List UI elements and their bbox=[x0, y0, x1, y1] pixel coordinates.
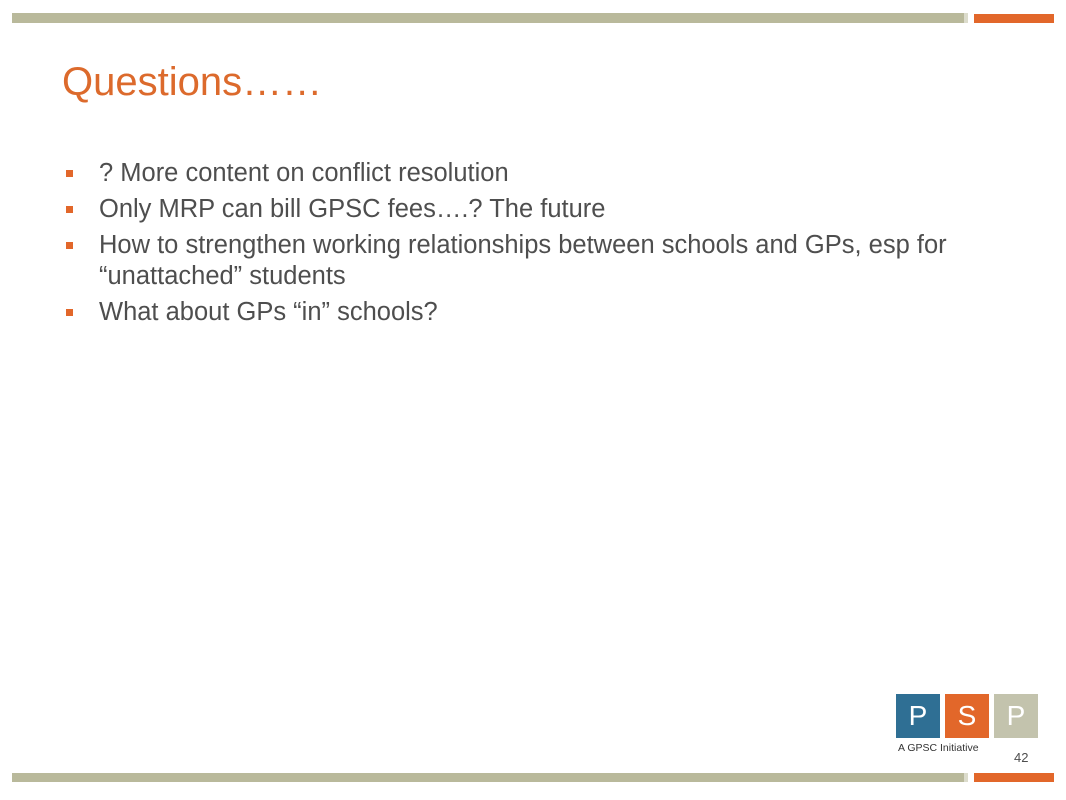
square-bullet-icon bbox=[66, 309, 73, 316]
bottom-olive-bar-cap bbox=[964, 773, 968, 782]
logo-tiles bbox=[896, 694, 1042, 738]
bottom-orange-bar bbox=[974, 773, 1054, 782]
bullet-item bbox=[64, 230, 984, 292]
square-bullet-icon bbox=[66, 242, 73, 249]
logo-tile-p2: P bbox=[994, 694, 1038, 738]
bullet-item bbox=[64, 158, 984, 189]
logo-caption: A GPSC Initiative bbox=[898, 742, 979, 754]
bullet-text: ? More content on conflict resolution bbox=[99, 159, 509, 187]
top-olive-bar bbox=[12, 13, 964, 23]
bullet-item bbox=[64, 297, 984, 328]
top-olive-bar-cap bbox=[964, 13, 968, 23]
logo-tile-p1: P bbox=[896, 694, 940, 738]
bullet-text: How to strengthen working relationships between schools and GPs, esp for “unattached” students bbox=[99, 231, 947, 290]
page-number: 42 bbox=[1014, 750, 1029, 765]
top-orange-bar bbox=[974, 14, 1054, 23]
bottom-olive-bar bbox=[12, 773, 964, 782]
logo-tile-s: S bbox=[945, 694, 989, 738]
bullet-list bbox=[64, 158, 984, 333]
square-bullet-icon bbox=[66, 206, 73, 213]
square-bullet-icon bbox=[66, 170, 73, 177]
bullet-text: Only MRP can bill GPSC fees….? The future bbox=[99, 195, 606, 223]
bullet-item bbox=[64, 194, 984, 225]
slide-title: Questions…… bbox=[62, 60, 323, 104]
bullet-text: What about GPs “in” schools? bbox=[99, 298, 438, 326]
